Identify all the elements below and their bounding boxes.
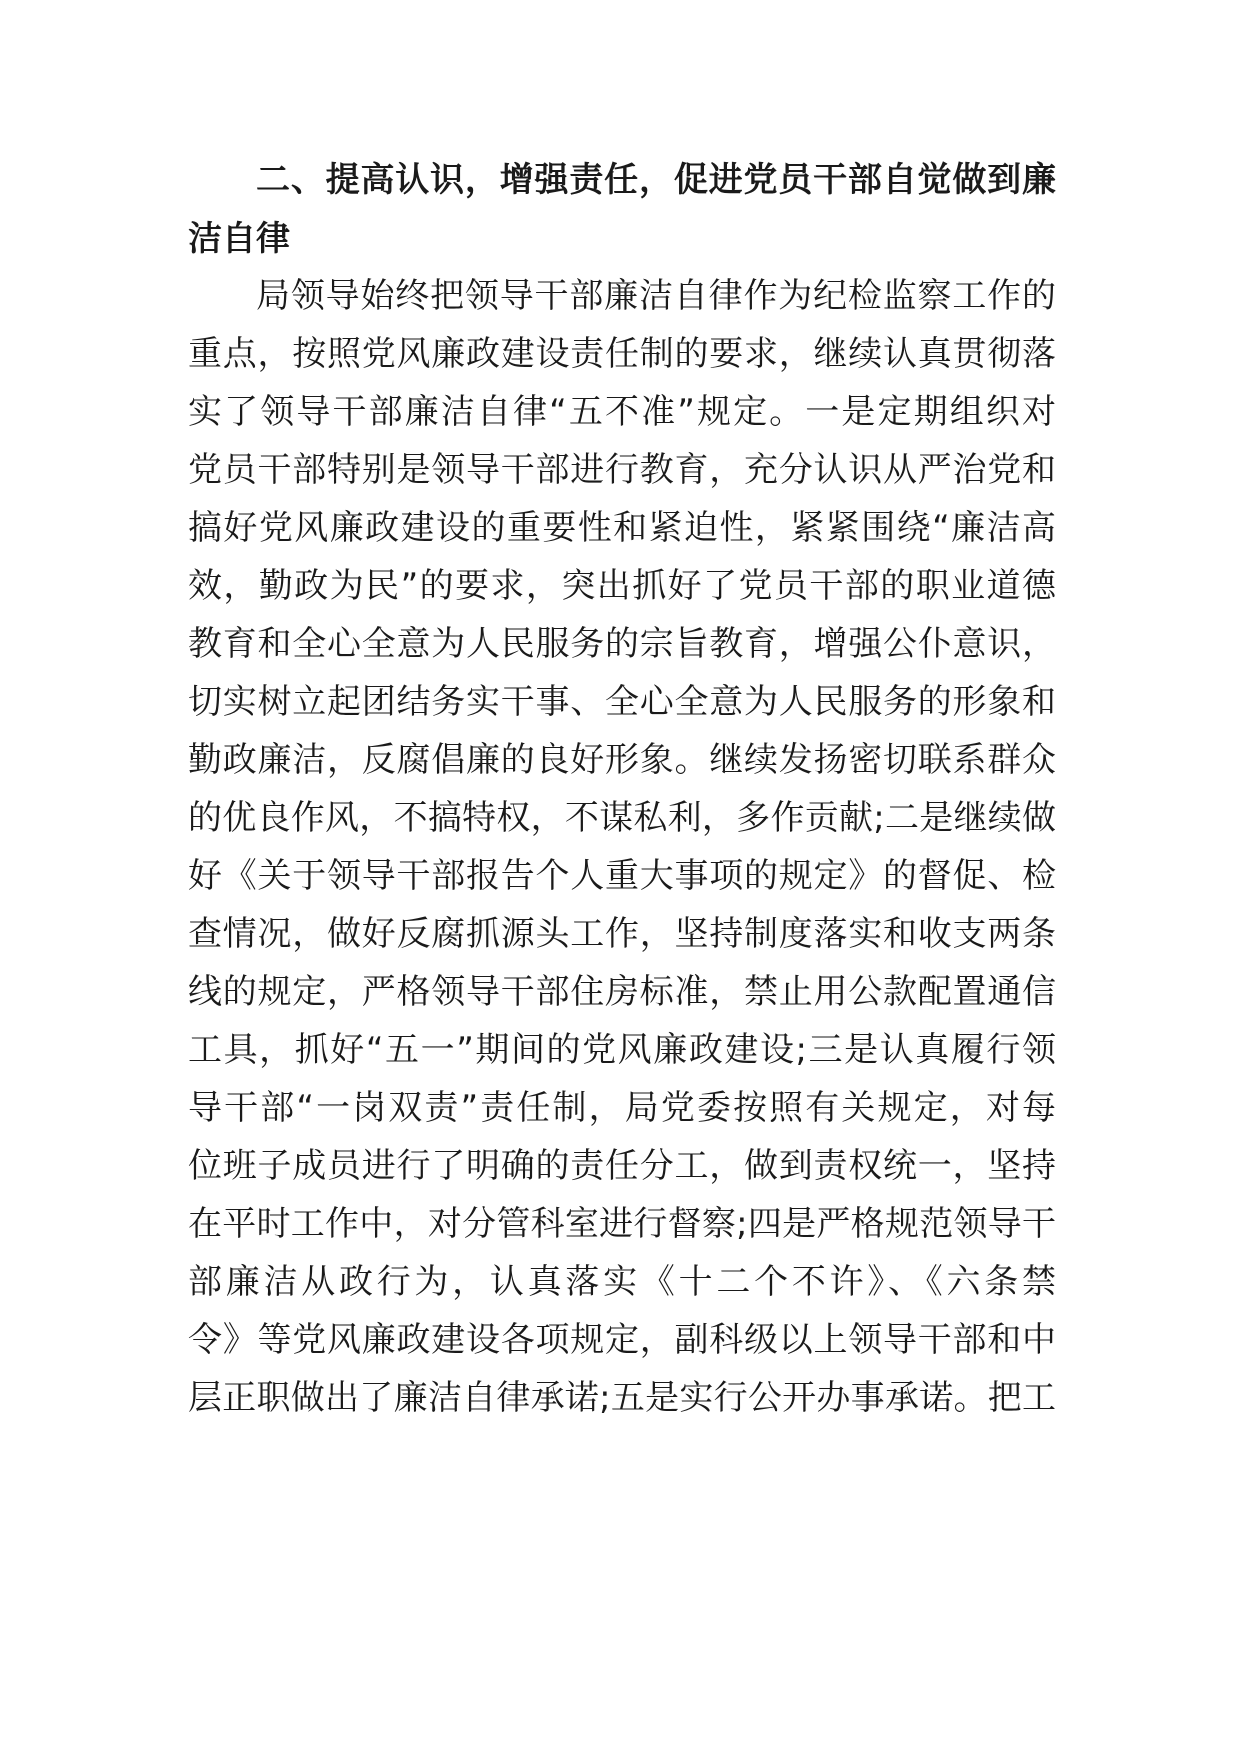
paragraph-line: 党员干部特别是领导干部进行教育，充分认识从严治党和 — [188, 450, 1056, 490]
paragraph-line: 工具，抓好“五一”期间的党风廉政建设;三是认真履行领 — [188, 1030, 1056, 1070]
paragraph-line: 导干部“一岗双责”责任制，局党委按照有关规定，对每 — [188, 1088, 1056, 1128]
paragraph-line: 部廉洁从政行为，认真落实《十二个不许》、《六条禁 — [188, 1262, 1056, 1302]
paragraph-line: 教育和全心全意为人民服务的宗旨教育，增强公仆意识， — [188, 624, 1056, 664]
paragraph-line: 搞好党风廉政建设的重要性和紧迫性，紧紧围绕“廉洁高 — [188, 508, 1056, 548]
section-heading-line-1: 二、提高认识，增强责任，促进党员干部自觉做到廉 — [256, 160, 1056, 200]
paragraph-line: 切实树立起团结务实干事、全心全意为人民服务的形象和 — [188, 682, 1056, 722]
paragraph-line: 实了领导干部廉洁自律“五不准”规定。一是定期组织对 — [188, 392, 1056, 432]
paragraph-line: 查情况，做好反腐抓源头工作，坚持制度落实和收支两条 — [188, 914, 1056, 954]
paragraph-line: 层正职做出了廉洁自律承诺;五是实行公开办事承诺。把工 — [188, 1378, 1056, 1418]
paragraph-line: 勤政廉洁，反腐倡廉的良好形象。继续发扬密切联系群众 — [188, 740, 1056, 780]
paragraph-line: 线的规定，严格领导干部住房标准，禁止用公款配置通信 — [188, 972, 1056, 1012]
document-page — [188, 0, 1056, 1754]
section-heading-line-2: 洁自律 — [188, 219, 290, 259]
paragraph-line: 好《关于领导干部报告个人重大事项的规定》的督促、检 — [188, 856, 1056, 896]
paragraph-line: 令》等党风廉政建设各项规定，副科级以上领导干部和中 — [188, 1320, 1056, 1360]
paragraph-line: 的优良作风，不搞特权，不谋私利，多作贡献;二是继续做 — [188, 798, 1056, 838]
paragraph-line: 位班子成员进行了明确的责任分工，做到责权统一，坚持 — [188, 1146, 1056, 1186]
paragraph-line: 局领导始终把领导干部廉洁自律作为纪检监察工作的 — [256, 276, 1056, 316]
paragraph-line: 重点，按照党风廉政建设责任制的要求，继续认真贯彻落 — [188, 334, 1056, 374]
paragraph-line: 在平时工作中，对分管科室进行督察;四是严格规范领导干 — [188, 1204, 1056, 1244]
paragraph-line: 效，勤政为民”的要求，突出抓好了党员干部的职业道德 — [188, 566, 1056, 606]
